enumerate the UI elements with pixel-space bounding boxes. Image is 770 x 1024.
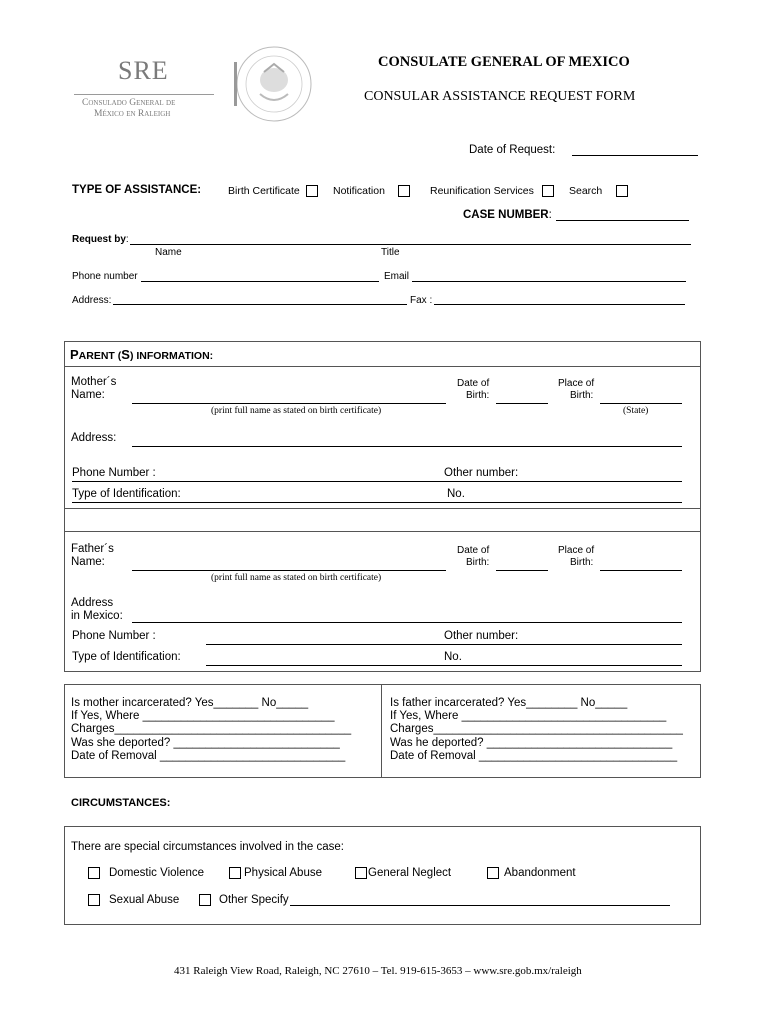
sre-logo [72,50,222,122]
parent-information-heading [70,347,213,362]
option-notification-label: Notification [333,185,385,197]
request-by-label [72,234,129,245]
other-specify-field[interactable] [290,905,670,906]
request-by-colon: : [125,234,129,245]
fax-field[interactable] [434,304,685,305]
request-by-field[interactable] [130,244,691,245]
address-label: Address: [72,295,112,306]
mother-charges-line: Charges_____________________________________ [71,723,352,735]
page-subtitle: CONSULAR ASSISTANCE REQUEST FORM [364,89,636,104]
circumstances-heading: CIRCUMSTANCES: [71,797,171,809]
father-other-number-label: Other number: [444,630,519,642]
father-id-no-label: No. [444,651,462,663]
heading-rest1: ARENT ( [78,350,122,362]
mother-address-field[interactable] [132,446,682,447]
date-of-request-field[interactable] [572,155,698,156]
birth-certificate-checkbox[interactable] [306,185,318,197]
parent-heading-divider [64,366,700,367]
father-phone-field[interactable] [206,644,682,645]
footer-address: 431 Raleigh View Road, Raleigh, NC 27610 – Tel. 919-615-3653 – www.sre.gob.mx/raleigh [174,965,582,977]
option-search-label: Search [569,185,603,197]
abandonment-checkbox[interactable] [487,867,499,879]
fax-label: Fax : [410,295,433,306]
national-seal [230,44,318,124]
heading-p: P [70,347,79,362]
heading-rest2: ) INFORMATION: [129,350,214,362]
parent-spacer-bottom [64,531,700,532]
case-number-label [463,209,552,221]
request-by-text: Request by [72,234,126,245]
heading-s: S [121,347,130,362]
seal-icon [230,44,318,124]
father-print-note: (print full name as stated on birth certificate) [211,573,382,583]
mother-deported-line: Was she deported? __________________________ [71,737,340,749]
mother-label-2: Name: [71,389,105,401]
mother-type-id-label: Type of Identification: [72,488,181,500]
request-name-caption: Name [155,247,182,258]
page-title: CONSULATE GENERAL OF MEXICO [378,54,630,70]
case-number-field[interactable] [556,220,689,221]
sre-logo-subtitle-2: México en Raleigh [94,109,171,119]
mother-label-1: Mother´s [71,376,117,388]
father-address-label-2: in Mexico: [71,610,123,622]
father-removal-line: Date of Removal _______________________________ [390,750,678,762]
father-phone-label: Phone Number : [72,630,156,642]
mother-name-field[interactable] [132,403,446,404]
father-type-id-label: Type of Identification: [72,651,181,663]
mother-removal-line: Date of Removal _____________________________ [71,750,346,762]
case-number-text: CASE NUMBER [463,209,549,221]
mother-other-number-label: Other number: [444,467,519,479]
physical-abuse-checkbox[interactable] [229,867,241,879]
option-birth-certificate-label: Birth Certificate [228,185,300,197]
mother-incarcerated-line: Is mother incarcerated? Yes_______ No_____ [71,697,309,709]
mother-place-of-label: Place of [558,378,595,389]
notification-checkbox[interactable] [398,185,410,197]
option-reunification-label: Reunification Services [430,185,534,197]
request-title-caption: Title [381,247,400,258]
sre-logo-text: SRE [118,56,169,85]
sre-logo-subtitle-1: Consulado General de [82,98,176,108]
date-of-request-label: Date of Request: [469,144,556,156]
father-date-of-birth-field[interactable] [496,570,548,571]
father-place-of-label: Place of [558,545,595,556]
phone-number-field[interactable] [141,281,379,282]
email-field[interactable] [412,281,686,282]
abandonment-label: Abandonment [504,867,576,879]
father-name-field[interactable] [132,570,446,571]
other-specify-label: Other Specify [219,894,289,906]
other-specify-checkbox[interactable] [199,894,211,906]
father-where-line: If Yes, Where ________________________________ [390,710,667,722]
mother-id-no-label: No. [447,488,465,500]
mother-date-of-label: Date of [457,378,490,389]
physical-abuse-label: Physical Abuse [244,867,322,879]
sexual-abuse-label: Sexual Abuse [109,894,180,906]
general-neglect-checkbox[interactable] [355,867,367,879]
father-deported-line: Was he deported? _____________________________ [390,737,673,749]
phone-number-label: Phone number [72,271,138,282]
email-label: Email [384,271,410,282]
father-place-birth-label: Birth: [570,557,594,568]
address-field[interactable] [113,304,407,305]
father-address-field[interactable] [132,622,682,623]
mother-place-birth-label: Birth: [570,390,594,401]
mother-phone-field[interactable] [72,481,682,482]
father-id-field[interactable] [206,665,682,666]
mother-id-field[interactable] [72,502,682,503]
father-incarcerated-line: Is father incarcerated? Yes________ No_____ [390,697,628,709]
domestic-violence-label: Domestic Violence [109,867,205,879]
mother-state-caption: (State) [623,406,649,416]
general-neglect-label: General Neglect [368,867,452,879]
mother-print-note: (print full name as stated on birth certificate) [211,406,382,416]
incarceration-divider [381,684,382,777]
father-label-2: Name: [71,556,105,568]
sexual-abuse-checkbox[interactable] [88,894,100,906]
case-number-colon: : [548,209,552,221]
circumstances-intro: There are special circumstances involved in the case: [71,841,344,853]
mother-where-line: If Yes, Where ______________________________ [71,710,335,722]
father-label-1: Father´s [71,543,114,555]
mother-birth-label: Birth: [466,390,490,401]
father-date-of-label: Date of [457,545,490,556]
mother-phone-label: Phone Number : [72,467,156,479]
father-address-label-1: Address [71,597,114,609]
father-place-of-birth-field[interactable] [600,570,682,571]
domestic-violence-checkbox[interactable] [88,867,100,879]
father-birth-label: Birth: [466,557,490,568]
mother-address-label: Address: [71,432,117,444]
type-of-assistance-label: TYPE OF ASSISTANCE: [72,184,202,196]
father-charges-line: Charges_______________________________________ [390,723,683,735]
mother-date-of-birth-field[interactable] [496,403,548,404]
mother-place-of-birth-field[interactable] [600,403,682,404]
parent-spacer-top [64,508,700,509]
reunification-checkbox[interactable] [542,185,554,197]
search-checkbox[interactable] [616,185,628,197]
